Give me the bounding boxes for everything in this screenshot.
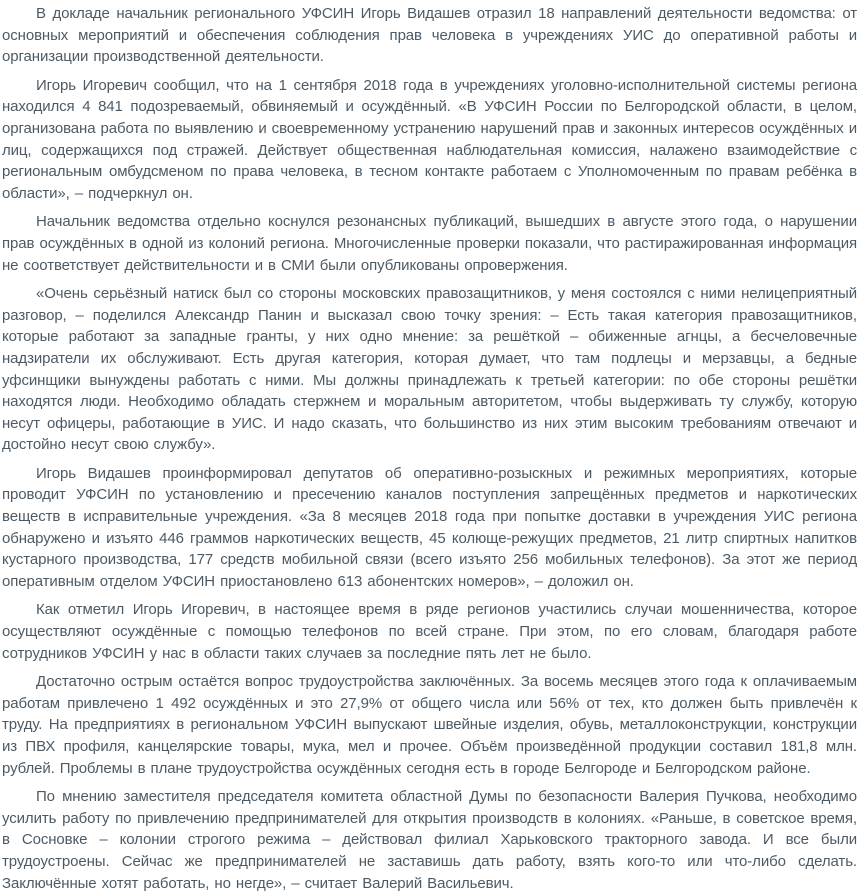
paragraph-report-directions: В докладе начальник регионального УФСИН Игорь Видашев отразил 18 направлений деятельности ведомства: от основных мероприятий и обеспечения соблюдения прав человека в учреждениях УИС до оперативной работы и организации производственной деятельности. bbox=[2, 5, 857, 66]
paragraph-fraud-cases: Как отметил Игорь Игоревич, в настоящее время в ряде регионов участились случаи мошенничества, которое осуществляют осуждённые с помощью телефонов по всей стране. При этом, по его словам, благодаря работе сотрудников УФСИН у нас в области таких случаев за последние пять лет не было. bbox=[2, 601, 857, 662]
paragraph-statistics-prisoners: Игорь Игоревич сообщил, что на 1 сентября 2018 года в учреждениях уголовно-исполнительной системы региона находился 4 841 подозреваемый, обвиняемый и осуждённый. «В УФСИН России по Белгородской области, в целом, организована работа по выявлению и своевременному устранению нарушений прав и законных интересов осуждённых и лиц, содержащихся под стражей. Действует общественная наблюдательная комиссия, налажено взаимодействие с региональным омбудсменом по права человека, в тесном контакте работаем с Уполномоченным по правам ребёнка в области», – подчеркнул он. bbox=[2, 76, 857, 202]
paragraph-employment: Достаточно острым остаётся вопрос трудоустройства заключённых. За восемь месяцев этого года к оплачиваемым работам привлечено 1 492 осуждённых и это 27,9% от общего числа или 56% от тех, кто должен быть привлечён к труду. На предприятиях в региональном УФСИН выпускают швейные изделия, обувь, металлоконструкции, конструкции из ПВХ профиля, канцелярские товары, мука, мел и прочее. Объём произведённой продукции составил 181,8 млн. рублей. Проблемы в плане трудоустройства осуждённых сегодня есть в городе Белгороде и Белгородском районе. bbox=[2, 673, 857, 777]
paragraph-panin-quote: «Очень серьёзный натиск был со стороны московских правозащитников, у меня состоялся с ними нелицеприятный разговор, – поделился Александр Панин и высказал свою точку зрения: – Есть такая категория правозащитников, которые работают за западные гранты, у них одно мнение: за решёткой – обиженные агнцы, а бесчеловечные надзиратели их обслуживают. Есть другая категория, которая думает, что там подлецы и мерзавцы, а бедные уфсинщики вынуждены работать с ними. Мы должны принадлежать к третьей категории: по обе стороны решётки находятся люди. Необходимо обладать стержнем и моральным авторитетом, чтобы выдерживать ту службу, которую несут офицеры, работающие в УИС. И надо сказать, что большинство из них этим высоким требованиям отвечают и достойно несут свою службу». bbox=[2, 285, 857, 454]
paragraph-contraband: Игорь Видашев проинформировал депутатов об оперативно-розыскных и режимных мероприятиях, которые проводит УФСИН по установлению и пресечению каналов поступления запрещённых предметов и наркотических веществ в исправительные учреждения. «За 8 месяцев 2018 года при попытке доставки в учреждения УИС региона обнаружено и изъято 446 граммов наркотических веществ, 45 колюще-режущих предметов, 21 литр спиртных напитков кустарного производства, 177 средств мобильной связи (всего изъято 256 мобильных телефонов). За этот же период оперативным отделом УФСИН приостановлено 613 абонентских номеров», – доложил он. bbox=[2, 464, 857, 590]
article-body bbox=[2, 3, 857, 894]
paragraph-puchkov-opinion: По мнению заместителя председателя комитета областной Думы по безопасности Валерия Пучкова, необходимо усилить работу по привлечению предпринимателей для открытия производств в колониях. «Раньше, в советское время, в Сосновке – колонии строгого режима – действовал филиал Харьковского тракторного завода. И все были трудоустроены. Сейчас же предпринимателей не заставишь дать работу, взять кого-то или что-либо сделать. Заключённые хотят работать, но негде», – считает Валерий Васильевич. bbox=[2, 788, 857, 892]
paragraph-publications: Начальник ведомства отдельно коснулся резонансных публикаций, вышедших в августе этого года, о нарушении прав осуждённых в одной из колоний региона. Многочисленные проверки показали, что растиражированная информация не соответствует действительности и в СМИ были опубликованы опровержения. bbox=[2, 213, 857, 274]
